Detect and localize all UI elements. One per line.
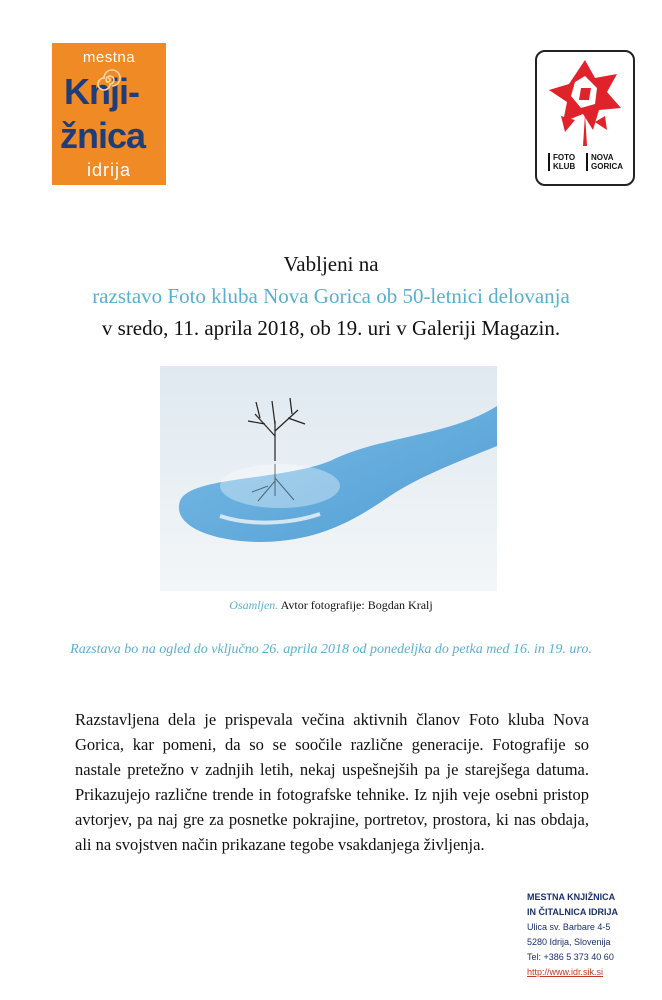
exhibition-title: razstavo Foto kluba Nova Gorica ob 50-letnici delovanja xyxy=(92,284,570,308)
photo-club-logo xyxy=(535,50,635,186)
spiral-icon xyxy=(93,65,123,95)
logo-caption-foto-klub: FOTO KLUB xyxy=(548,153,575,171)
website-link[interactable]: http://www.idr.sik.si xyxy=(527,967,604,977)
logo-caption-nova-gorica: NOVA GORICA xyxy=(586,153,623,171)
exhibition-description: Razstavljena dela je prispevala večina aktivnih članov Foto kluba Nova Gorica, kar pomeni, da so se soočile različne generacije. Fotografije so nastale pretežno v zadnjih letih, nekaj uspešnejših pa je starejšega datuma. Prikazujejo različne trende in fotografske tehnike. Iz njih veje osebni pristop avtorjev, pa naj gre za posnetke pokrajine, portretov, prostora, ki nas obdaja, ali na svojstven način prikazane tegobe vsakdanjega življenja. xyxy=(75,710,589,854)
event-date-time: v sredo, 11. aprila 2018, ob 19. uri v Galeriji Magazin. xyxy=(101,316,561,340)
contact-name-line1: MESTNA KNJIŽNICA xyxy=(527,892,616,902)
contact-city: 5280 Idrija, Slovenija xyxy=(527,937,611,947)
contact-address: Ulica sv. Barbare 4-5 xyxy=(527,922,611,932)
photo-caption xyxy=(0,598,662,613)
contact-phone: Tel: +386 5 373 40 60 xyxy=(527,952,614,962)
library-contact xyxy=(527,890,618,980)
logo-word-knji: Knji- xyxy=(64,71,139,112)
logo-word-idrija: idrija xyxy=(86,160,131,180)
invitation-greeting: Vabljeni na xyxy=(283,252,379,276)
exhibition-photo xyxy=(160,366,497,591)
library-logo xyxy=(52,43,166,185)
photo-title: Osamljen. xyxy=(229,598,279,612)
photo-credit: Avtor fotografije: Bogdan Kralj xyxy=(278,598,433,612)
contact-name-line2: IN ČITALNICA IDRIJA xyxy=(527,907,618,917)
logo-word-mestna: mestna xyxy=(82,49,136,66)
star-icon xyxy=(545,58,625,148)
logo-word-znica: žnica xyxy=(60,115,146,156)
opening-hours: Razstava bo na ogled do vključno 26. aprila 2018 od ponedeljka do petka med 16. in 19. uro. xyxy=(70,642,592,657)
